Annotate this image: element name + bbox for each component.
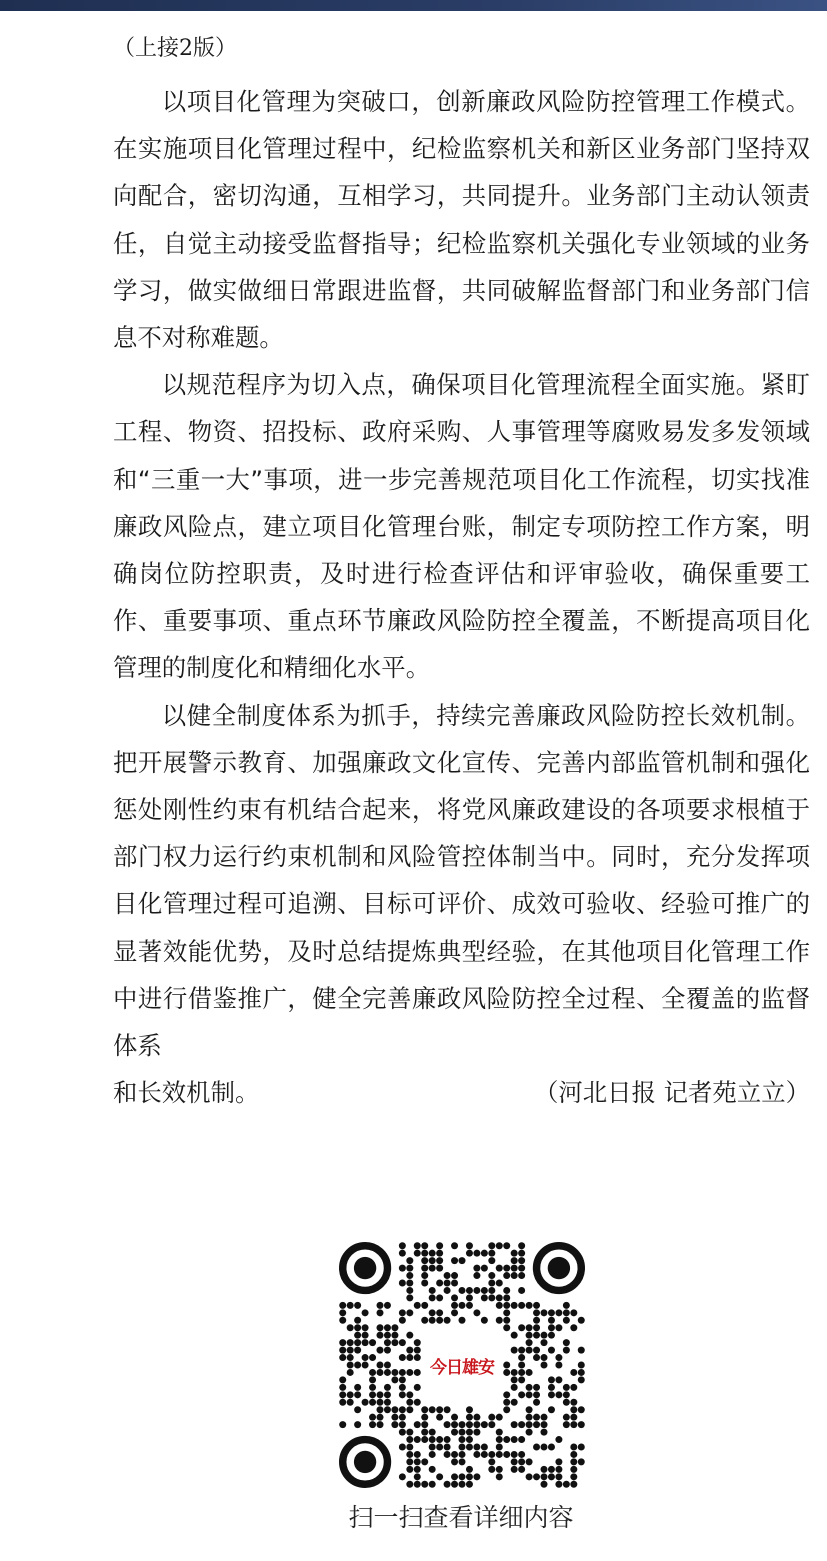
author-byline: （河北日报 记者苑立立） <box>533 1078 810 1108</box>
closing-line <box>113 1069 810 1116</box>
top-banner-bar <box>0 0 827 11</box>
article-paragraph: 以规范程序为切入点，确保项目化管理流程全面实施。紧盯工程、物资、招投标、政府采购、人事管理等腐败易发多发领域和“三重一大”事项，进一步完善规范项目化工作流程，切实找准廉政风险点，建立项目化管理台账，制定专项防控工作方案，明确岗位防控职责，及时进行检查评估和评审验收，确保重要工作、重要事项、重点环节廉政风险防控全覆盖，不断提高项目化管理的制度化和精细化水平。 <box>113 370 810 683</box>
article-paragraph: 以健全制度体系为抓手，持续完善廉政风险防控长效机制。把开展警示教育、加强廉政文化宣传、完善内部监管机制和强化惩处刚性约束有机结合起来，将党风廉政建设的各项要求根植于部门权力运行约束机制和风险管控体制当中。同时，充分发挥项目化管理过程可追溯、目标可评价、成效可验收、经验可推广的显著效能优势，及时总结提炼典型经验，在其他项目化管理工作中进行借鉴推广，健全完善廉政风险防控全过程、全覆盖的监督体系 <box>113 700 810 1061</box>
qr-finder-eye <box>343 1246 388 1291</box>
article-body <box>113 78 810 1116</box>
article-paragraph: 以项目化管理为突破口，创新廉政风险防控管理工作模式。在实施项目化管理过程中，纪检监察机关和新区业务部门坚持双向配合，密切沟通，互相学习，共同提升。业务部门主动认领责任，自觉主动接受监督指导；纪检监察机关强化专业领域的业务学习，做实做细日常跟进监督，共同破解监督部门和业务部门信息不对称难题。 <box>113 87 810 353</box>
qr-finder-eye <box>343 1440 388 1485</box>
qr-logo <box>422 1325 502 1405</box>
article-last-line: 和长效机制。 <box>113 1078 260 1108</box>
qr-logo-text: 今日雄安 <box>430 1357 494 1378</box>
continued-from-note: （上接2版） <box>113 36 237 61</box>
qr-caption: 扫一扫查看详细内容 <box>348 1503 574 1532</box>
qr-code[interactable] <box>339 1242 585 1488</box>
qr-finder-eye <box>537 1246 582 1291</box>
